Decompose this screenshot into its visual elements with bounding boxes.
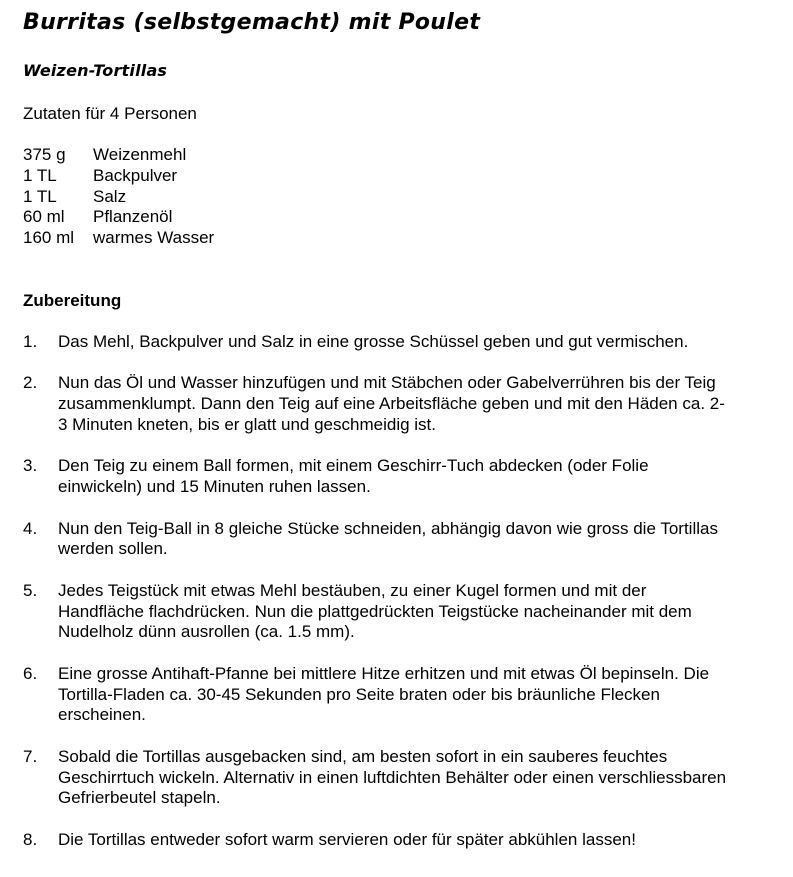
- step-item: [23, 581, 773, 643]
- step-number: 3.: [23, 456, 38, 476]
- ingredient-name: Weizenmehl: [93, 145, 187, 164]
- step-item: [23, 456, 773, 498]
- step-text: Nun das Öl und Wasser hinzufügen und mit Stäbchen oder Gabelverrühren bis der Teig zusammenklumpt. Dann den Teig auf eine Arbeitsfläche geben und mit den Häden ca. 2- 3 Minuten kneten, bis er glatt und geschmeidig ist.: [58, 373, 725, 434]
- ingredient-quantity: 1 TL: [23, 165, 57, 185]
- step-item: [23, 519, 773, 561]
- step-item: [23, 332, 773, 353]
- ingredient-row: [23, 145, 214, 166]
- ingredient-quantity: 375 g: [23, 145, 66, 164]
- step-text: Den Teig zu einem Ball formen, mit einem Geschirr-Tuch abdecken (oder Folie einwickeln) und 15 Minuten ruhen lassen.: [58, 456, 649, 497]
- ingredient-list: [23, 145, 214, 249]
- ingredient-name: Backpulver: [93, 165, 178, 185]
- servings-line: Zutaten für 4 Personen: [23, 104, 197, 123]
- ingredient-row: [23, 166, 214, 187]
- step-number: 7.: [23, 746, 38, 766]
- ingredient-row: [23, 187, 214, 208]
- ingredient-name: warmes Wasser: [93, 228, 215, 248]
- step-number: 8.: [23, 829, 38, 849]
- step-text: Die Tortillas entweder sofort warm servieren oder für später abkühlen lassen!: [58, 829, 636, 849]
- step-item: [23, 373, 773, 435]
- step-text: Jedes Teigstück mit etwas Mehl bestäuben, zu einer Kugel formen und mit der Handfläche flachdrücken. Nun die plattgedrückten Teigstücke nacheinander mit dem Nudelholz dünn ausrollen (ca. 1.5 mm).: [58, 580, 692, 642]
- preparation-steps: [23, 332, 773, 871]
- step-item: [23, 830, 773, 851]
- ingredient-quantity: 60 ml: [23, 207, 65, 227]
- step-number: 4.: [23, 518, 38, 538]
- ingredient-quantity: 160 ml: [23, 228, 75, 248]
- ingredient-name: Salz: [93, 186, 127, 206]
- step-item: [23, 747, 773, 809]
- ingredient-quantity: 1 TL: [23, 186, 57, 206]
- step-number: 2.: [23, 373, 38, 393]
- recipe-subtitle: Weizen-Tortillas: [23, 61, 168, 80]
- step-number: 5.: [23, 580, 38, 600]
- recipe-title: Burritas (selbstgemacht) mit Poulet: [23, 10, 481, 35]
- step-text: Eine grosse Antihaft-Pfanne bei mittlere Hitze erhitzen und mit etwas Öl bepinseln. Die Tortilla-Fladen ca. 30-45 Sekunden pro Seite braten oder bis bräunliche Flecken erscheinen.: [58, 663, 710, 725]
- ingredient-row: [23, 228, 214, 249]
- ingredient-name: Pflanzenöl: [93, 207, 173, 227]
- step-text: Sobald die Tortillas ausgebacken sind, am besten sofort in ein sauberes feuchtes Geschirrtuch wickeln. Alternativ in einen luftdichten Behälter oder einen verschliessbaren Gefrierbeutel stapeln.: [58, 746, 727, 808]
- step-item: [23, 664, 773, 726]
- preparation-heading: Zubereitung: [23, 291, 122, 310]
- step-text: Nun den Teig-Ball in 8 gleiche Stücke schneiden, abhängig davon wie gross die Tortillas werden sollen.: [58, 518, 718, 559]
- step-number: 1.: [23, 332, 38, 351]
- step-number: 6.: [23, 663, 38, 683]
- step-text: Das Mehl, Backpulver und Salz in eine grosse Schüssel geben und gut vermischen.: [58, 332, 689, 351]
- ingredient-row: [23, 207, 214, 228]
